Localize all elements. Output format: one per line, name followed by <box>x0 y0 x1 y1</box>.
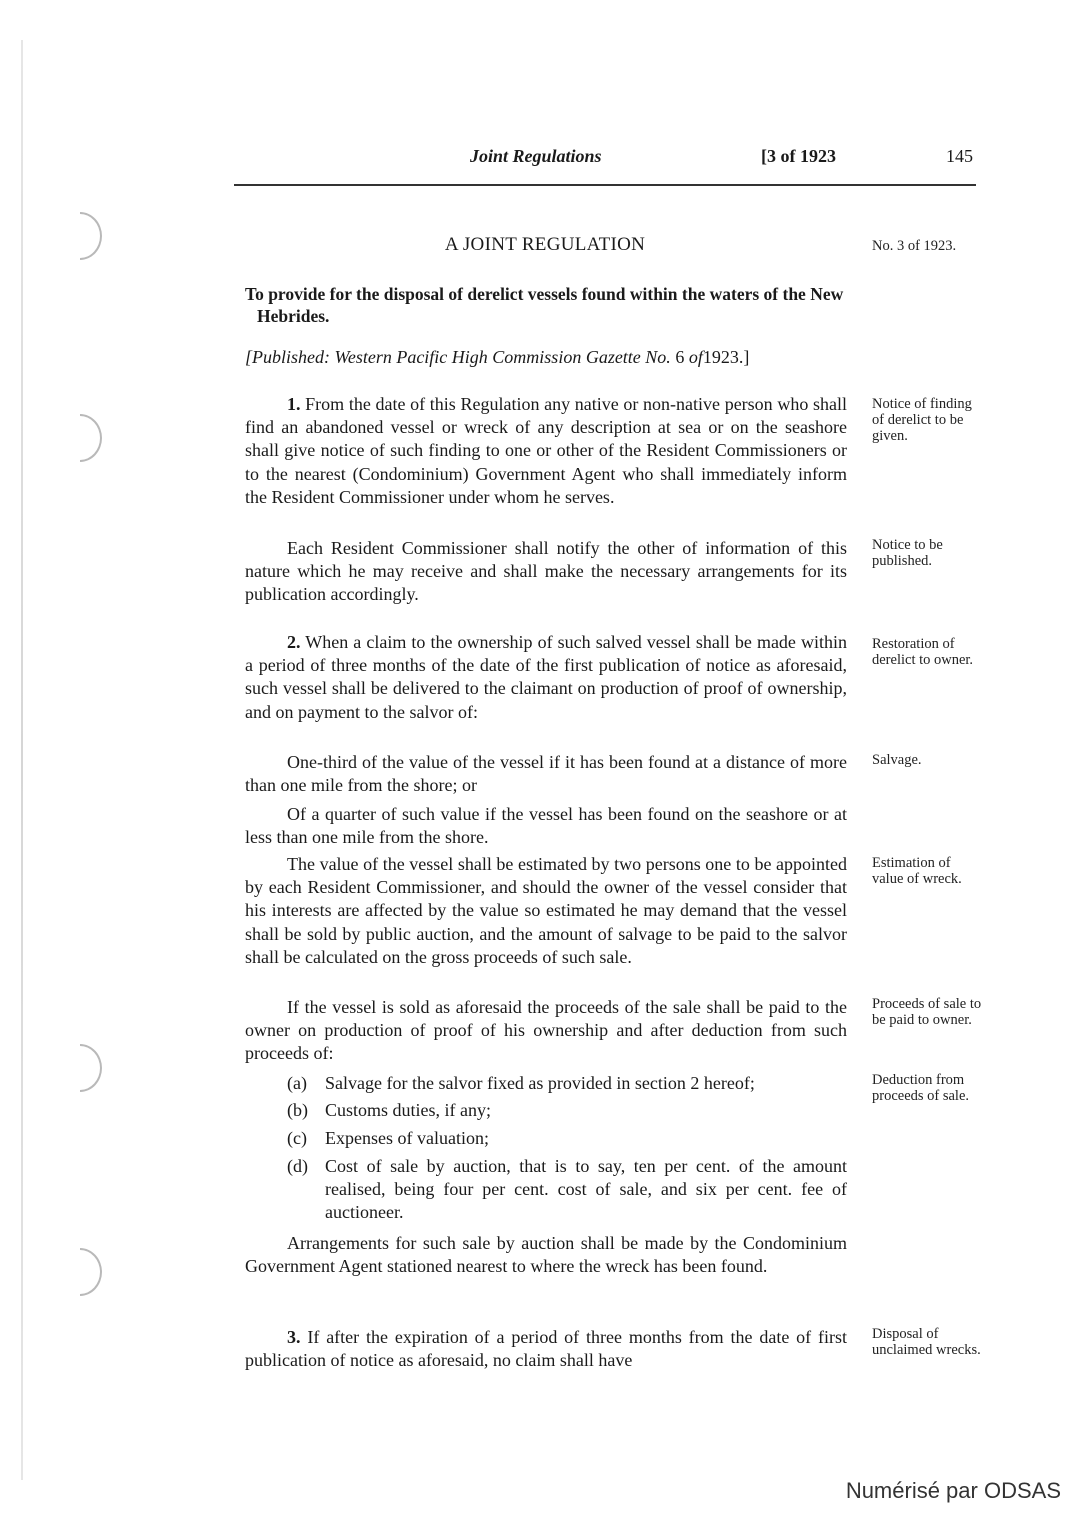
margin-note-notice-finding: Notice of finding of derelict to be given. <box>872 396 972 444</box>
publication-of: of <box>688 347 703 367</box>
section-3-text: If after the expiration of a period of three months from the date of first publication of notice as aforesaid, no claim shall have <box>245 1327 848 1371</box>
publication-prefix: [Published: Western Pacific High Commission Gazette No. <box>245 347 671 367</box>
margin-note-reg-no: No. 3 of 1923. <box>872 238 957 254</box>
margin-note-restoration: Restoration of derelict to owner. <box>872 636 974 668</box>
margin-note-estimation: Estimation of value of wreck. <box>872 855 962 887</box>
header-rule <box>234 184 976 186</box>
page-number: 145 <box>946 146 973 166</box>
list-item <box>287 1072 847 1095</box>
list-item-text: Expenses of valuation; <box>325 1128 489 1148</box>
punch-hole <box>58 1248 102 1296</box>
section-1-paragraph <box>245 393 847 509</box>
publication-number: 6 <box>675 347 685 367</box>
list-item-text: Salvage for the salvor fixed as provided in section 2 hereof; <box>325 1073 755 1093</box>
section-2-text: When a claim to the ownership of such salved vessel shall be made within a period of three months of the date of the first publication of notice as aforesaid, such vessel shall be delivered to the claimant on production of proof of ownership, and on payment to the salvor of: <box>245 632 847 722</box>
page-title: A JOINT REGULATION <box>444 234 646 255</box>
section-number: 3. <box>287 1327 301 1347</box>
salvage-one-third-paragraph: One-third of the value of the vessel if it has been found at a distance of more than one mile from the shore; or <box>245 752 847 796</box>
running-header <box>245 146 975 170</box>
margin-note-proceeds: Proceeds of sale to be paid to owner. <box>872 996 982 1028</box>
publication-note <box>245 347 855 368</box>
margin-note-disposal: Disposal of unclaimed wrecks. <box>872 1326 981 1358</box>
list-item <box>287 1099 847 1122</box>
publication-year: 1923.] <box>702 347 750 367</box>
salvage-quarter-paragraph: Of a quarter of such value if the vessel has been found on the seashore or at less than one mile from the shore. <box>245 804 847 848</box>
binding-margin-line <box>21 40 23 1480</box>
margin-note-deduction: Deduction from proceeds of sale. <box>872 1072 970 1104</box>
auction-arrangements-paragraph: Arrangements for such sale by auction shall be made by the Condominium Government Agent stationed nearest to where the wreck has been found. <box>245 1233 847 1277</box>
punch-hole <box>58 414 102 462</box>
list-item-label: (c) <box>287 1128 307 1148</box>
subtitle: To provide for the disposal of derelict vessels found within the waters of the New Hebrides. <box>245 284 844 326</box>
punch-hole <box>58 212 102 260</box>
list-item-label: (d) <box>287 1156 308 1176</box>
section-3-paragraph <box>245 1326 847 1372</box>
list-item-text: Cost of sale by auction, that is to say, ten per cent. of the amount realised, being four per cent. cost of sale, and six per cent. fee of auctioneer. <box>325 1156 847 1223</box>
digitization-credit: Numérisé par ODSAS <box>845 1478 1061 1503</box>
margin-note-notice-published: Notice to be published. <box>872 537 943 569</box>
section-2-paragraph <box>245 631 847 724</box>
section-number: 1. <box>287 394 301 414</box>
valuation-paragraph: The value of the vessel shall be estimated by two persons one to be appointed by each Resident Commissioner, and should the owner of the vessel consider that his interests are affected by the value so estimated he may demand that the vessel shall be sold by public auction, and the amount of salvage to be paid to the salvor shall be calculated on the gross proceeds of such sale. <box>245 854 847 967</box>
section-1-text: From the date of this Regulation any native or non-native person who shall find an abandoned vessel or wreck of any description at sea or on the seashore shall give notice of such finding to one or other of the Resident Commissioners or to the nearest (Condominium) Government Agent who shall immediately inform the Resident Commissioner under whom he serves. <box>245 394 848 507</box>
sale-proceeds-paragraph: If the vessel is sold as aforesaid the proceeds of the sale shall be paid to the owner on production of proof of his ownership and after deduction from such proceeds of: <box>245 997 847 1064</box>
section-1-paragraph-2: Each Resident Commissioner shall notify the other of information of this nature which he may receive and shall make the necessary arrangements for its publication accordingly. <box>245 538 847 605</box>
list-item-label: (a) <box>287 1073 307 1093</box>
margin-note-salvage: Salvage. <box>872 752 922 768</box>
punch-hole <box>58 1044 102 1092</box>
section-number: 2. <box>287 632 301 652</box>
list-item-label: (b) <box>287 1100 308 1120</box>
running-title: Joint Regulations <box>470 146 602 166</box>
regulation-number: [3 of 1923 <box>761 146 836 166</box>
list-item-text: Customs duties, if any; <box>325 1100 491 1120</box>
list-item <box>287 1127 847 1150</box>
list-item <box>287 1155 847 1225</box>
